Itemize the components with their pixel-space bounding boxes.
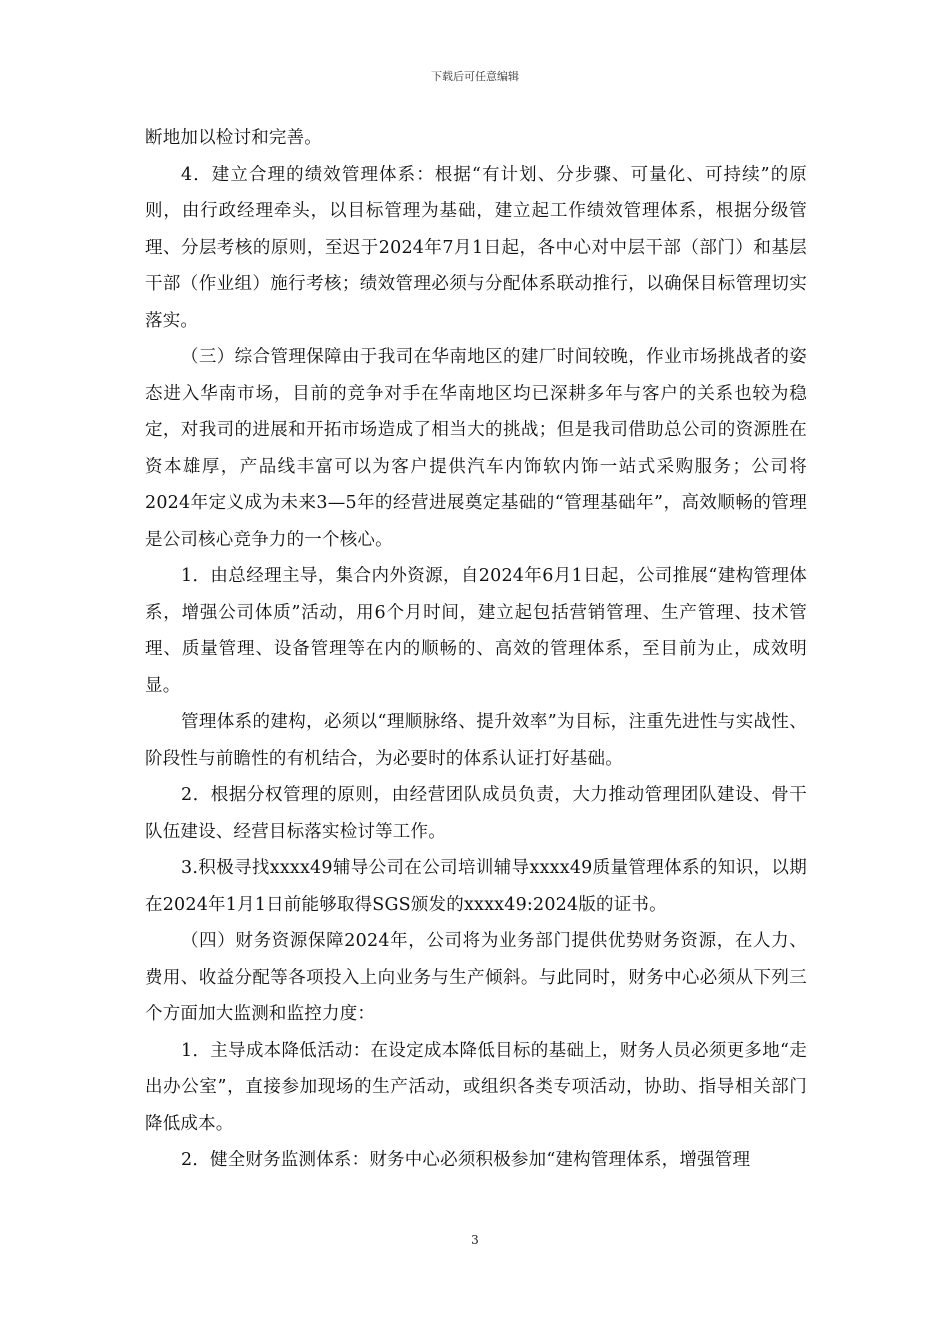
paragraph-gm-led-system: 1．由总经理主导，集合内外资源，自2024年6月1日起，公司推展“建构管理体系，增强公司体质”活动，用6个月时间，建立起包括营销管理、生产管理、技术管理、质量管理、设备管理等在内的顺畅的、高效的管理体系，至目前为止，成效明显。 xyxy=(145,566,807,696)
paragraph-continuation: 断地加以检讨和完善。 xyxy=(145,128,322,148)
paragraph-financial-resources: （四）财务资源保障2024年，公司将为业务部门提供优势财务资源，在人力、费用、收益分配等各项投入上向业务与生产倾斜。与此同时，财务中心必须从下列三个方面加大监测和监控力度： xyxy=(145,931,807,1024)
page-header: 下载后可任意编辑 xyxy=(431,70,519,83)
paragraph-cost-reduction: 1．主导成本降低活动：在设定成本降低目标的基础上，财务人员必须更多地“走出办公室”，直接参加现场的生产活动，或组织各类专项活动，协助、指导相关部门降低成本。 xyxy=(145,1040,807,1134)
paragraph-financial-monitoring: 2．健全财务监测体系：财务中心必须积极参加“建构管理体系，增强管理 xyxy=(181,1150,751,1170)
paragraph-management-assurance: （三）综合管理保障由于我司在华南地区的建厂时间较晚，作业市场挑战者的姿态进入华南市场，目前的竞争对手在华南地区均已深耕多年与客户的关系也较为稳定，对我司的进展和开拓市场造成了相当大的挑战；但是我司借助总公司的资源胜在资本雄厚，产品线丰富可以为客户提供汽车内饰软内饰一站式采购服务；公司将2024年定义成为未来3—5年的经营进展奠定基础的“管理基础年”，高效顺畅的管理是公司核心竞争力的一个核心。 xyxy=(145,347,807,550)
document-body xyxy=(145,120,807,1179)
page-number: 3 xyxy=(471,1233,479,1247)
paragraph-performance-system: 4．建立合理的绩效管理体系：根据“有计划、分步骤、可量化、可持续”的原则，由行政经理牵头，以目标管理为基础，建立起工作绩效管理体系，根据分级管理、分层考核的原则，至迟于2024年7月1日起，各中心对中层干部（部门）和基层干部（作业组）施行考核；绩效管理必须与分配体系联动推行，以确保目标管理切实落实。 xyxy=(145,164,807,331)
paragraph-system-construction: 管理体系的建构，必须以“理顺脉络、提升效率”为目标，注重先进性与实战性、阶段性与前瞻性的有机结合，为必要时的体系认证打好基础。 xyxy=(145,712,807,769)
paragraph-certification: 3.积极寻找xxxx49辅导公司在公司培训辅导xxxx49质量管理体系的知识，以期在2024年1月1日前能够取得SGS颁发的xxxx49:2024版的证书。 xyxy=(145,858,807,915)
paragraph-decentralized-management: 2．根据分权管理的原则，由经营团队成员负责，大力推动管理团队建设、骨干队伍建设、经营目标落实检讨等工作。 xyxy=(145,785,807,842)
